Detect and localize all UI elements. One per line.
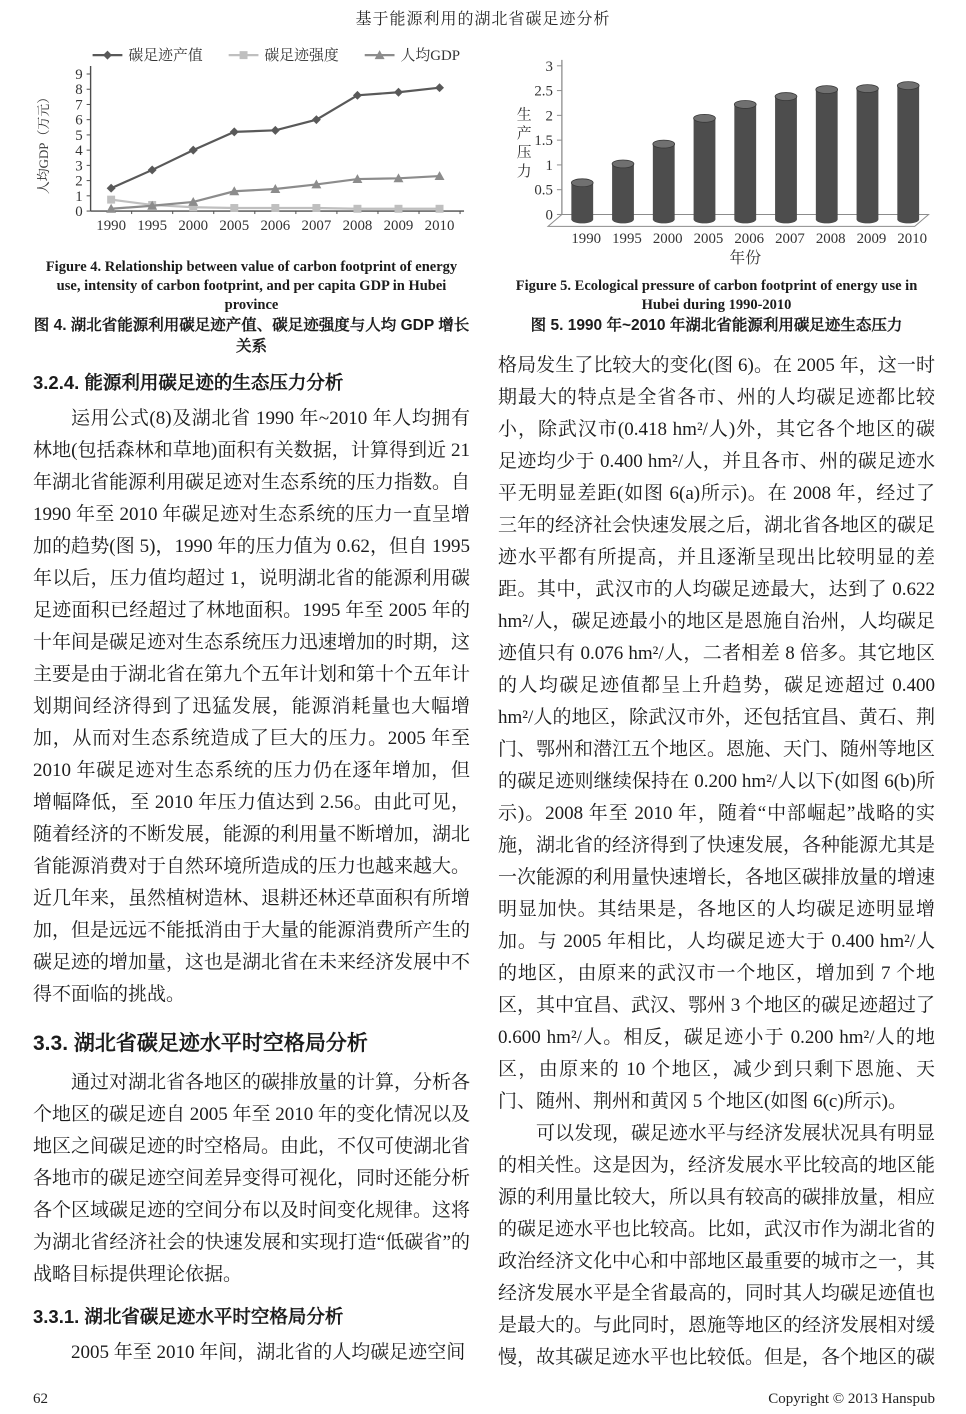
page-number: 62: [33, 1391, 48, 1407]
svg-text:1990: 1990: [96, 217, 127, 234]
two-column-layout: [33, 44, 935, 1374]
paragraph-3-3-1: 2005 年至 2010 年间，湖北省的人均碳足迹空间: [71, 1342, 466, 1363]
paragraph-correlation: 可以发现，碳足迹水平与经济发展状况具有明显的相关性。这是因为，经济发展水平比较高的地区能源的利用量比较大，所以具有较高的碳排放量，相应的碳足迹水平也比较高。比如，武汉市作为湖北省的政治经济文化中心和中部地区最重要的城市之一，其经济发展水平是全省最高的，同时其人均碳足迹值也是最大的。与此同时，恩施等地区的经济发展相对缓慢，故其碳足迹水平也比较低。但是，各个地区的碳: [498, 1123, 936, 1368]
left-column-text: [33, 369, 470, 1369]
svg-text:0: 0: [545, 207, 553, 224]
svg-text:2010: 2010: [897, 231, 928, 248]
svg-text:人均GDP（万元）: 人均GDP（万元）: [35, 90, 51, 195]
svg-text:7: 7: [75, 97, 83, 114]
svg-text:压: 压: [516, 144, 532, 161]
right-column-text: [498, 350, 935, 1374]
svg-text:9: 9: [75, 66, 83, 83]
svg-text:5: 5: [75, 127, 83, 144]
right-column: [498, 44, 935, 1374]
svg-text:2000: 2000: [178, 217, 209, 234]
copyright-notice: Copyright © 2013 Hanspub: [768, 1391, 935, 1407]
figure5-caption-en: Figure 5. Ecological pressure of carbon footprint of energy use in Hubei during 1990-2010: [515, 278, 918, 313]
svg-text:2005: 2005: [219, 217, 250, 234]
svg-text:0.5: 0.5: [534, 182, 553, 199]
svg-text:人均GDP: 人均GDP: [400, 48, 460, 65]
svg-text:2: 2: [75, 173, 83, 190]
figure4-caption: [33, 258, 470, 357]
figure4-caption-en: Figure 4. Relationship between value of carbon footprint of energy use, intensity of carbon footprint, and per capita GDP in Hubei province: [45, 259, 458, 313]
svg-text:2006: 2006: [734, 231, 765, 248]
svg-text:碳足迹强度: 碳足迹强度: [264, 48, 339, 65]
svg-text:2.5: 2.5: [534, 83, 553, 100]
svg-text:1990: 1990: [571, 231, 602, 248]
paragraph-continuation: 格局发生了比较大的变化(图 6)。在 2005 年，这一时期最大的特点是全省各市、州的人均碳足迹都比较小，除武汉市(0.418 hm²/人)外，其它各个地区的碳足迹均少于 0.400 hm²/人，并且各市、州的碳足迹水平无明显差距(如图 6(a)所示)。在 2008 年，经过了三年的经济社会快速发展之后，湖北省各地区的碳足迹水平都有所提高，并且逐渐呈现出比较明显的差距。其中，武汉市的人均碳足迹最大，达到了 0.622 hm²/人，碳足迹最小的地区是恩施自治州，人均碳足迹值只有 0.076 hm²/人，二者相差 8 倍多。其它地区的人均碳足迹值都呈上升趋势，碳足迹超过 0.400 hm²/人的地区，除武汉市外，还包括宜昌、黄石、荆门、鄂州和潜江五个地区。恩施、天门、随州等地区的碳足迹则继续保持在 0.200 hm²/人以下(如图 6(b)所示)。2008 年至 2010 年，随着“中部崛起”战略的实施，湖北省的经济得到了快速发展，各种能源尤其是一次能源的利用量快速增长，各地区碳排放量的增速明显加快。其结果是，各地区的人均碳足迹明显增加。与 2005 年相比，人均碳足迹大于 0.400 hm²/人的地区，由原来的武汉市一个地区，增加到 7 个地区，其中宜昌、武汉、鄂州 3 个地区的碳足迹超过了 0.600 hm²/人。相反，碳足迹小于 0.200 hm²/人的地区，由原来的 10 个地区，减少到只剩下恩施、天门、随州、荆州和黄冈 5 个地区(如图 6(c)所示)。: [498, 355, 936, 1112]
paragraph-3-2-4: 运用公式(8)及湖北省 1990 年~2010 年人均拥有林地(包括森林和草地)面积有关数据，计算得到近 21 年湖北省能源利用碳足迹对生态系统的压力指数。自 1990 年至 2010 年碳足迹对生态系统的压力一直呈增加的趋势(图 5)，1990 年的压力值为 0.62，但自 1995 年以后，压力值均超过 1，说明湖北省的能源利用碳足迹面积已经超过了林地面积。1995 年至 2005 年的十年间是碳足迹对生态系统压力迅速增加的时期，这主要是由于湖北省在第九个五年计划和第十个五年计划期间经济得到了迅猛发展，能源消耗量也大幅增加，从而对生态系统造成了巨大的压力。2005 年至 2010 年碳足迹对生态系统的压力仍在逐年增加，但增幅降低，至 2010 年压力值达到 2.56。由此可见，随着经济的不断发展，能源的利用量不断增加，湖北省能源消费对于自然环境所造成的压力也越来越大。近几年来，虽然植树造林、退耕还林还草面积有所增加，但是远远不能抵消由于大量的能源消费所产生的碳足迹的增加量，这也是湖北省在未来经济发展中不得不面临的挑战。: [33, 408, 471, 1005]
svg-text:碳足迹产值: 碳足迹产值: [128, 48, 203, 65]
svg-text:2005: 2005: [693, 231, 724, 248]
svg-text:2010: 2010: [424, 217, 455, 234]
svg-text:力: 力: [516, 163, 532, 180]
svg-text:1995: 1995: [137, 217, 168, 234]
svg-text:1.5: 1.5: [534, 133, 553, 150]
svg-text:4: 4: [75, 143, 83, 160]
left-column: [33, 44, 470, 1374]
figure5-caption: [498, 277, 935, 336]
figure5: [498, 44, 935, 336]
svg-text:2007: 2007: [301, 217, 332, 234]
paper-running-title: 基于能源利用的湖北省碳足迹分析: [355, 11, 611, 28]
svg-text:2009: 2009: [856, 231, 887, 248]
section-heading-3-2-4: 3.2.4. 能源利用碳足迹的生态压力分析: [33, 372, 344, 393]
svg-text:0: 0: [75, 204, 83, 221]
svg-text:1: 1: [545, 157, 553, 174]
figure4-line-chart: [33, 44, 470, 249]
svg-text:1: 1: [75, 188, 83, 205]
figure4-caption-zh: 图 4. 湖北省能源利用碳足迹产值、碳足迹强度与人均 GDP 增长关系: [33, 317, 470, 355]
svg-text:2: 2: [545, 108, 553, 125]
section-heading-3-3-1: 3.3.1. 湖北省碳足迹水平时空格局分析: [33, 1306, 344, 1327]
svg-text:2006: 2006: [260, 217, 291, 234]
svg-text:2008: 2008: [342, 217, 373, 234]
svg-text:2000: 2000: [652, 231, 683, 248]
svg-text:1995: 1995: [612, 231, 642, 248]
svg-text:2007: 2007: [775, 231, 805, 248]
figure5-bar-chart: [498, 44, 935, 268]
svg-text:6: 6: [75, 112, 83, 129]
page-footer: [33, 1391, 935, 1408]
svg-text:产: 产: [516, 126, 532, 143]
paragraph-3-3: 通过对湖北省各地区的碳排放量的计算，分析各个地区的碳足迹自 2005 年至 2010 年的变化情况以及地区之间碳足迹的时空格局。由此，不仅可使湖北省各地市的碳足迹空间差异变得可视化，同时还能分析各个区域碳足迹的空间分布以及时间变化规律。这将为湖北省经济社会的快速发展和实现打造“低碳省”的战略目标提供理论依据。: [33, 1072, 471, 1285]
svg-text:生: 生: [516, 107, 532, 124]
svg-text:3: 3: [545, 58, 553, 75]
figure5-caption-zh: 图 5. 1990 年~2010 年湖北省能源利用碳足迹生态压力: [530, 317, 903, 334]
svg-text:2008: 2008: [815, 231, 846, 248]
svg-text:8: 8: [75, 82, 83, 99]
section-heading-3-3: 3.3. 湖北省碳足迹水平时空格局分析: [33, 1032, 368, 1055]
svg-text:2009: 2009: [383, 217, 414, 234]
svg-text:3: 3: [75, 158, 83, 175]
svg-text:年份: 年份: [729, 250, 762, 268]
figure4: [33, 44, 470, 357]
